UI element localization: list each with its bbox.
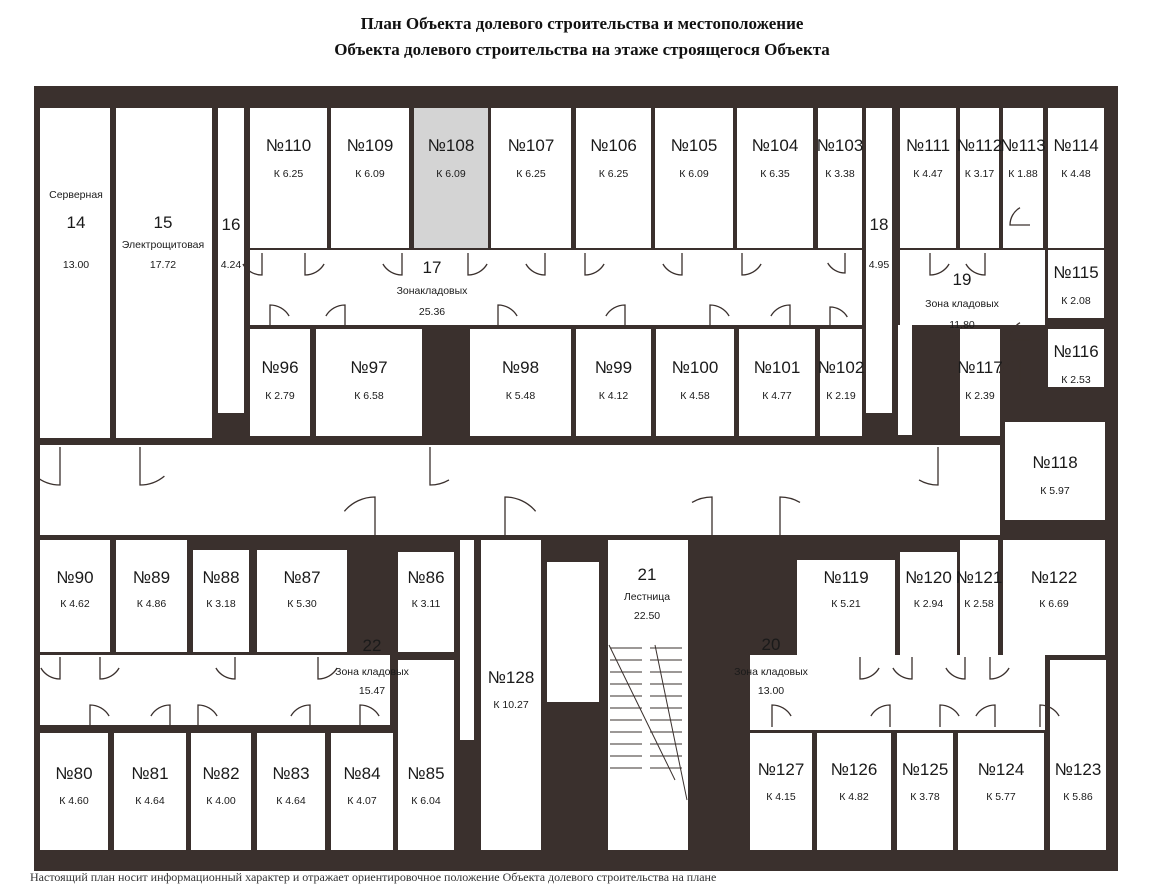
unit-area: К 4.60: [59, 795, 89, 807]
space-number: 14: [66, 213, 86, 232]
unit-area: К 6.09: [436, 168, 466, 180]
space-name: Зона кладовых: [335, 666, 409, 678]
space-name: Зона кладовых: [925, 298, 999, 310]
unit-area: К 5.48: [505, 390, 536, 402]
unit-96: [250, 329, 310, 436]
unit-area: К 4.62: [60, 598, 90, 610]
unit-102: [820, 329, 862, 436]
unit-area: К 3.38: [825, 168, 855, 180]
unit-area: К 2.94: [913, 598, 944, 610]
unit-area: К 10.27: [493, 699, 529, 711]
space-area: 13.00: [62, 259, 90, 271]
unit-area: К 5.21: [831, 598, 861, 610]
unit-area: К 6.09: [679, 168, 709, 180]
unit-number: №102: [817, 358, 865, 377]
unit-area: К 2.39: [965, 390, 995, 402]
space-area: 4.95: [868, 259, 890, 271]
unit-area: К 5.86: [1063, 791, 1093, 803]
unit-number: №99: [594, 358, 633, 377]
space-number: 20: [761, 635, 781, 654]
space-number: 17: [422, 258, 442, 277]
unit-area: К 3.78: [910, 791, 940, 803]
unit-number: №116: [1053, 342, 1099, 361]
unit-area: К 5.97: [1040, 485, 1070, 497]
shaft-narrow: [460, 540, 474, 740]
unit-area: К 3.18: [206, 598, 236, 610]
corridor-17: [250, 250, 862, 325]
unit-number: №97: [350, 358, 388, 377]
unit-number: №125: [901, 760, 949, 779]
main-corridor: [40, 445, 1000, 535]
unit-number: №114: [1053, 136, 1099, 155]
unit-number: №120: [905, 568, 952, 587]
space-area: 15.47: [358, 685, 386, 697]
unit-area: К 3.17: [964, 168, 995, 180]
corridor-19: [900, 250, 1045, 325]
space-name: Электрощитовая: [121, 239, 205, 251]
unit-area: К 5.30: [287, 598, 317, 610]
shaft-right: [898, 325, 912, 435]
space-area: 4.24: [220, 259, 242, 271]
space-name: Лестница: [623, 591, 671, 603]
unit-area: К 2.08: [1061, 295, 1091, 307]
space-number: 19: [952, 270, 972, 289]
unit-number: №88: [202, 568, 240, 587]
unit-number: №128: [487, 668, 535, 687]
space-area: 17.72: [149, 259, 177, 271]
unit-number: №105: [670, 136, 718, 155]
space-name: Серверная: [49, 189, 103, 201]
room-15: [116, 108, 212, 438]
unit-123: [1050, 660, 1106, 850]
unit-89: [116, 540, 187, 652]
unit-area: К 6.25: [598, 168, 629, 180]
space-number: 15: [153, 213, 173, 232]
unit-number: №109: [346, 136, 394, 155]
unit-number: №90: [56, 568, 94, 587]
unit-area: К 6.69: [1039, 598, 1069, 610]
unit-115: [1048, 250, 1104, 318]
room-21-stairs: [608, 540, 688, 850]
unit-85: [398, 660, 454, 850]
unit-area: К 2.58: [964, 598, 994, 610]
plan-title-line-1: План Объекта долевого строительства и местоположение: [360, 14, 804, 33]
unit-area: К 4.47: [913, 168, 943, 180]
unit-number: №86: [407, 568, 445, 587]
unit-83: [257, 733, 325, 850]
unit-number: №100: [671, 358, 719, 377]
unit-area: К 3.11: [411, 598, 441, 610]
space-number: 16: [221, 215, 241, 234]
unit-number: №85: [407, 764, 445, 783]
space-number: 21: [637, 565, 657, 584]
unit-number: №104: [751, 136, 799, 155]
unit-98: [470, 329, 571, 436]
unit-area: К 4.48: [1061, 168, 1091, 180]
unit-number: №108: [427, 136, 475, 155]
space-area: 13.00: [757, 685, 785, 697]
plan-title-line-2: Объекта долевого строительства на этаже строящегося Объекта: [334, 40, 830, 59]
unit-number: №89: [132, 568, 171, 587]
unit-area: К 4.07: [347, 795, 377, 807]
unit-area: К 5.77: [986, 791, 1016, 803]
unit-number: №84: [343, 764, 381, 783]
unit-number: №110: [265, 136, 312, 155]
unit-number: №81: [131, 764, 169, 783]
unit-number: №101: [753, 358, 801, 377]
unit-number: №122: [1030, 568, 1078, 587]
room-14: [40, 108, 110, 438]
space-number: 22: [362, 636, 382, 655]
unit-area: К 4.58: [680, 390, 710, 402]
shaft-left: [547, 562, 599, 702]
unit-area: К 4.00: [206, 795, 236, 807]
unit-number: №121: [955, 568, 1003, 587]
unit-area: К 4.82: [839, 791, 869, 803]
unit-number: №103: [816, 136, 864, 155]
unit-number: №87: [283, 568, 321, 587]
unit-number: №112: [956, 136, 1003, 155]
unit-number: №124: [977, 760, 1025, 779]
unit-area: К 6.25: [516, 168, 546, 180]
unit-area: К 2.19: [826, 390, 856, 402]
space-name: Зонакладовых: [396, 285, 468, 297]
unit-area: К 2.79: [265, 390, 295, 402]
unit-number: №127: [757, 760, 805, 779]
unit-area: К 4.64: [135, 795, 165, 807]
unit-117: [960, 329, 1000, 436]
unit-area: К 6.04: [411, 795, 441, 807]
unit-100: [656, 329, 734, 436]
unit-area: К 6.58: [354, 390, 384, 402]
unit-area: К 1.88: [1008, 168, 1038, 180]
unit-number: №123: [1054, 760, 1102, 779]
space-area: 11.80: [949, 319, 975, 331]
unit-128: [481, 540, 541, 850]
unit-number: №113: [1000, 136, 1046, 155]
unit-90: [40, 540, 110, 652]
space-area: 22.50: [633, 610, 661, 622]
unit-number: №107: [507, 136, 555, 155]
unit-number: №80: [55, 764, 93, 783]
unit-area: К 2.53: [1061, 374, 1091, 386]
unit-area: К 4.15: [766, 791, 796, 803]
unit-area: К 4.12: [598, 390, 629, 402]
unit-101: [739, 329, 815, 436]
unit-area: К 6.09: [355, 168, 385, 180]
unit-number: №83: [272, 764, 310, 783]
unit-number: №119: [823, 568, 869, 587]
unit-80: [40, 733, 108, 850]
unit-number: №115: [1053, 263, 1099, 282]
space-name: Зона кладовых: [734, 666, 808, 678]
unit-number: №118: [1032, 453, 1078, 472]
unit-number: №82: [202, 764, 240, 783]
space-number: 18: [869, 215, 889, 234]
unit-area: К 4.64: [276, 795, 306, 807]
unit-area: К 6.25: [273, 168, 304, 180]
unit-area: К 4.77: [762, 390, 792, 402]
footer-note: Настоящий план носит информационный характер и отражает ориентировочное положение Объекта долевого строительства на плане: [30, 870, 717, 884]
unit-area: К 6.35: [760, 168, 790, 180]
unit-number: №106: [590, 136, 637, 155]
unit-area: К 4.86: [136, 598, 167, 610]
unit-82: [191, 733, 251, 850]
unit-number: №126: [830, 760, 878, 779]
unit-number: №98: [501, 358, 540, 377]
unit-97: [316, 329, 422, 436]
unit-81: [114, 733, 186, 850]
space-area: 25.36: [418, 306, 446, 318]
unit-number: №111: [905, 136, 951, 155]
unit-99: [576, 329, 651, 436]
unit-84: [331, 733, 393, 850]
unit-number: №117: [957, 358, 1003, 377]
unit-number: №96: [261, 358, 299, 377]
